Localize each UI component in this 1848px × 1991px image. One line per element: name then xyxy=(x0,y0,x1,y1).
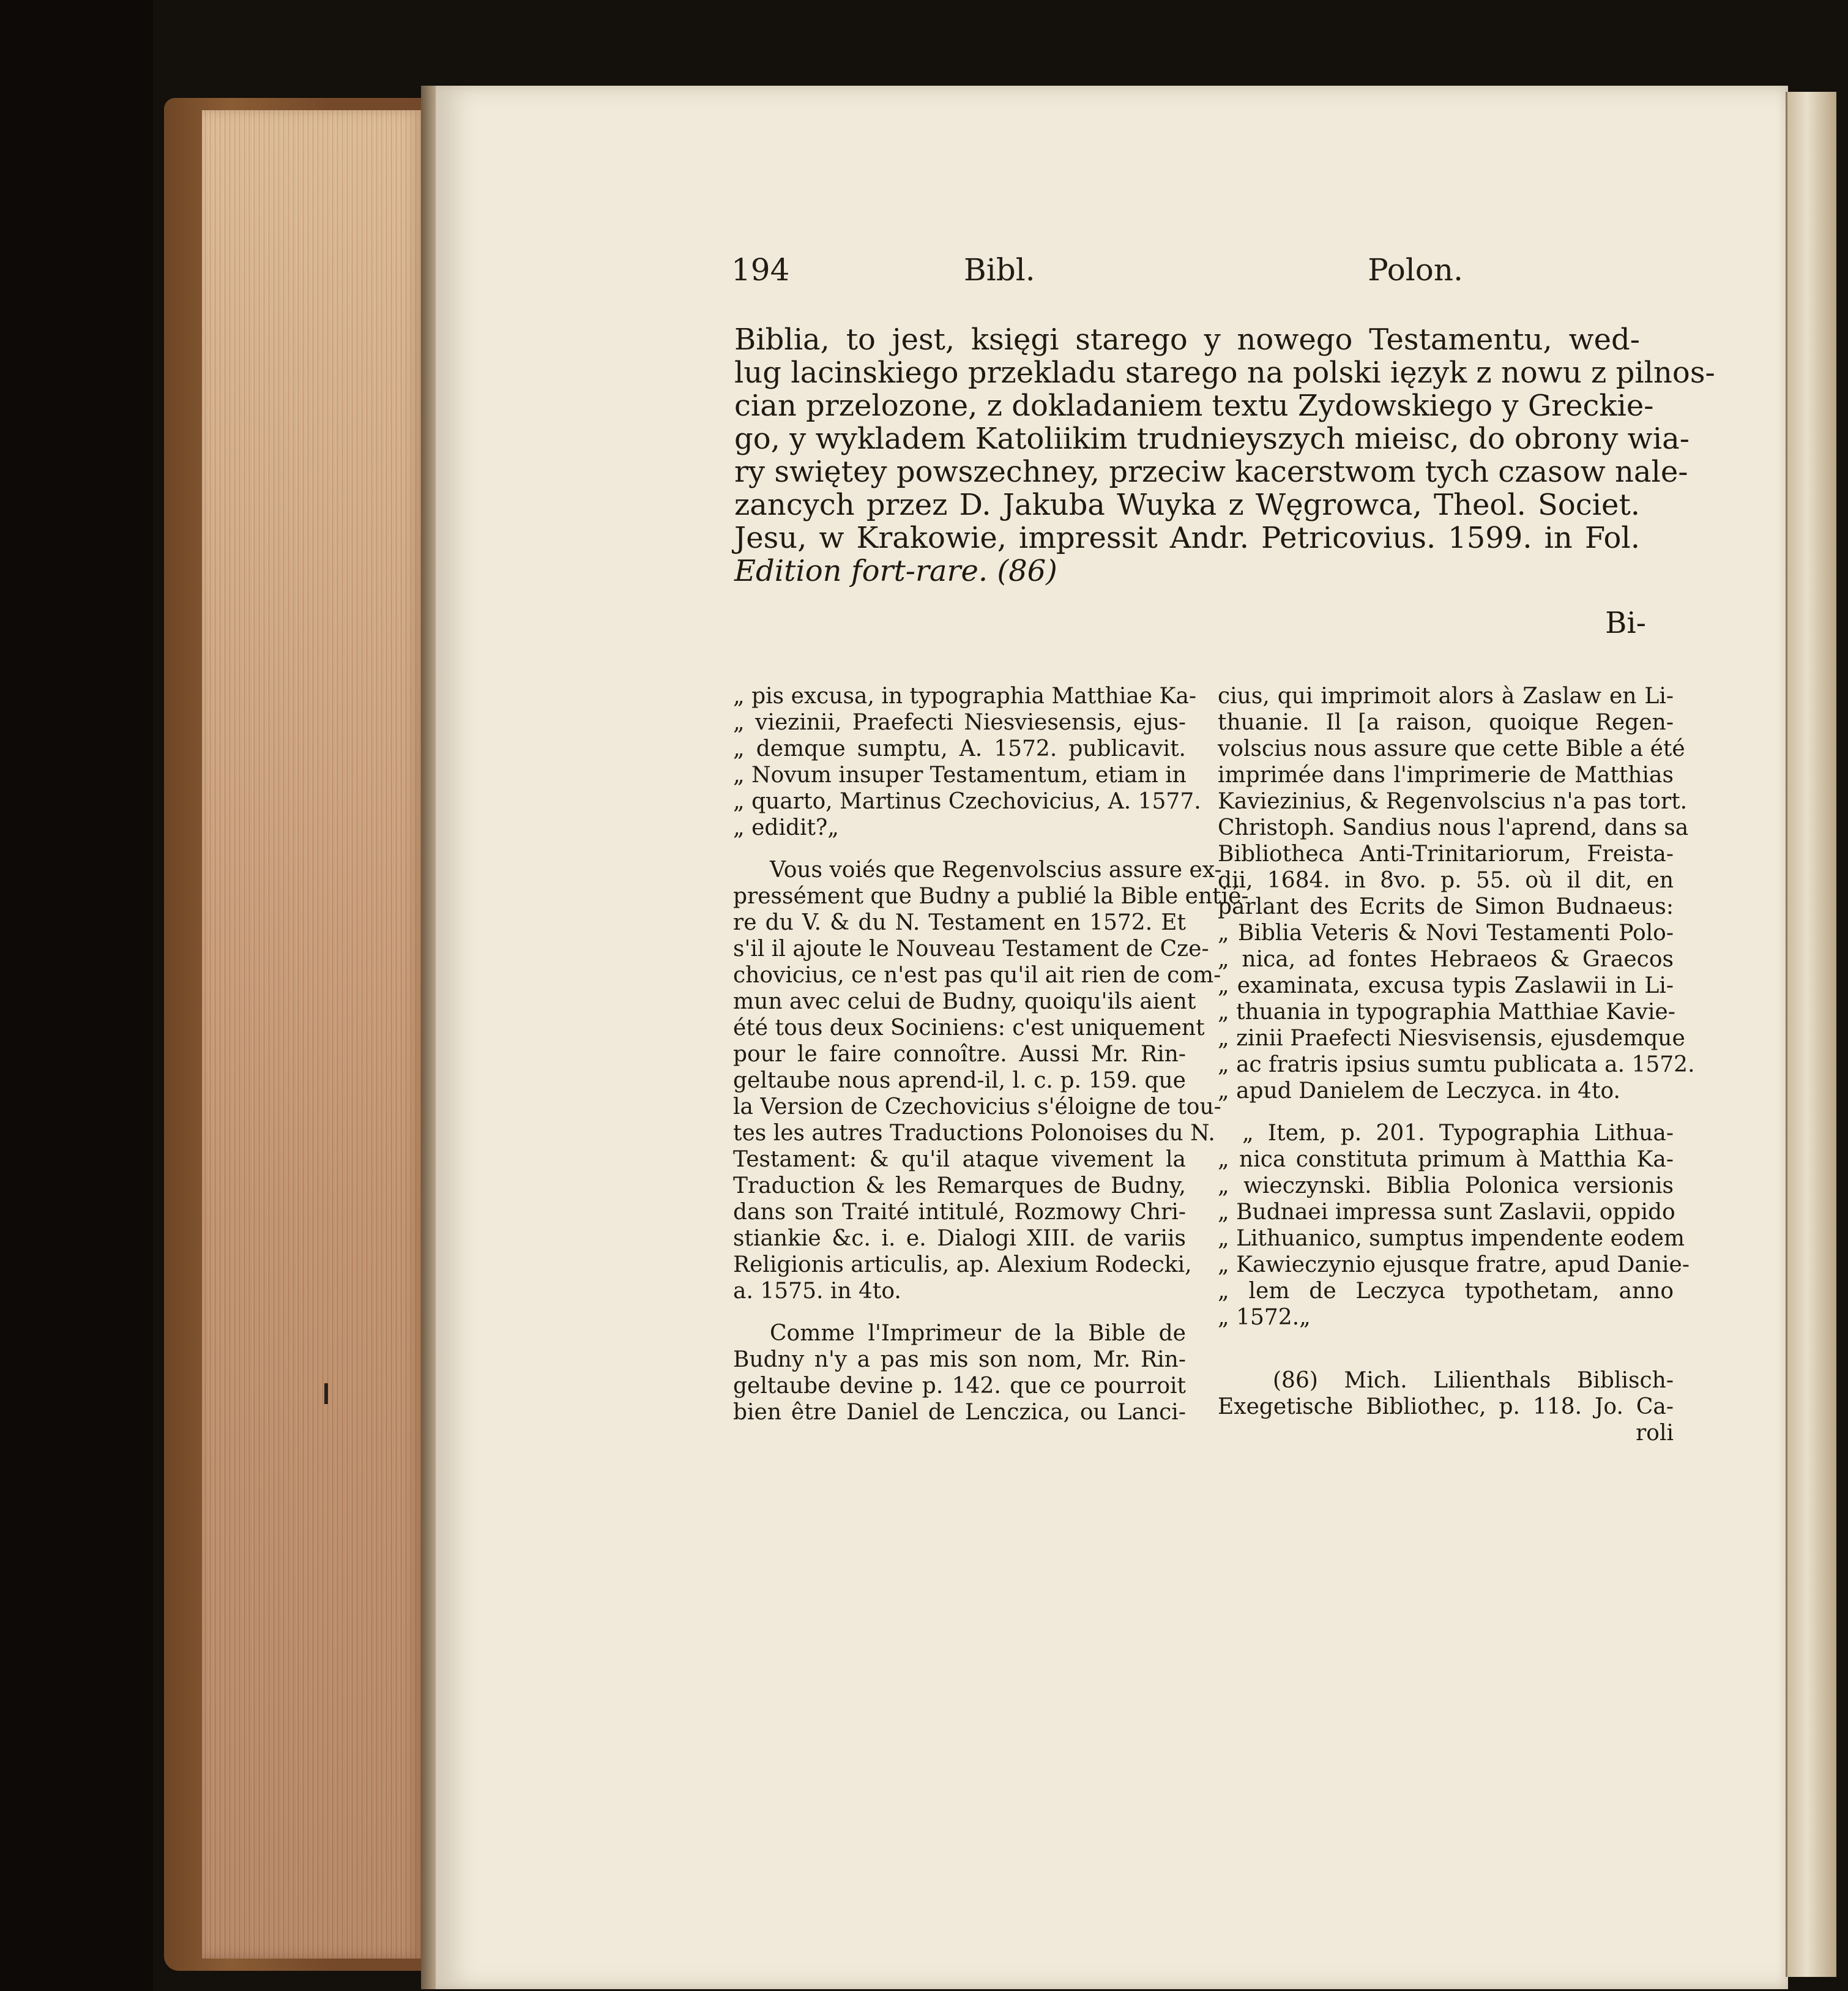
background-left xyxy=(0,0,153,1991)
text-line: thuanie. Il [a raison, quoique Regen- xyxy=(1218,710,1674,735)
text-line: Budny n'y a pas mis son nom, Mr. Rin- xyxy=(733,1347,1186,1372)
text-line: imprimée dans l'imprimerie de Matthias xyxy=(1218,763,1674,788)
text-line: geltaube devine p. 142. que ce pourroit xyxy=(733,1373,1186,1399)
text-line: „ Kawieczynio ejusque fratre, apud Danie- xyxy=(1218,1252,1690,1277)
footnote-line: Exegetische Bibliothec, p. 118. Jo. Ca- xyxy=(1218,1394,1674,1419)
text-line: „ thuania in typographia Matthiae Kavie- xyxy=(1218,999,1675,1025)
running-head xyxy=(731,252,1463,301)
text-line: bien être Daniel de Lenczica, ou Lanci- xyxy=(733,1400,1186,1425)
entry-line: Jesu, w Krakowie, impressit Andr. Petricovius. 1599. in Fol. xyxy=(734,521,1640,555)
text-line: pressément que Budny a publié la Bible entié- xyxy=(733,884,1249,909)
text-line: „ quarto, Martinus Czechovicius, A. 1577. xyxy=(733,789,1201,814)
text-line: cius, qui imprimoit alors à Zaslaw en Li- xyxy=(1218,684,1674,709)
right-column xyxy=(1218,683,1695,1446)
running-head-left: Bibl. xyxy=(964,252,1035,288)
text-line: Testament: & qu'il ataque vivement la xyxy=(733,1147,1186,1172)
ink-mark xyxy=(324,1383,328,1404)
text-line: „ nica, ad fontes Hebraeos & Graecos xyxy=(1218,947,1674,972)
entry-line: lug lacinskiego przekladu starego na polski ięzyk z nowu z pilnos- xyxy=(734,356,1715,390)
text-line: été tous deux Sociniens: c'est uniquement xyxy=(733,1015,1205,1040)
page-number: 194 xyxy=(731,252,790,288)
text-line: la Version de Czechovicius s'éloigne de tou- xyxy=(733,1094,1221,1119)
catchword: Bi- xyxy=(1605,606,1646,640)
entry-line: cian przelozone, z dokladaniem textu Zydowskiego y Greckie- xyxy=(734,389,1654,423)
page-edges xyxy=(202,110,422,1959)
text-line: „ wieczynski. Biblia Polonica versionis xyxy=(1218,1173,1674,1198)
text-line: mun avec celui de Budny, quoiqu'ils aient xyxy=(733,989,1196,1014)
entry-line: Biblia, to jest, księgi starego y nowego Testamentu, wed- xyxy=(734,323,1640,357)
text-line: „ ac fratris ipsius sumtu publicata a. 1572. xyxy=(1218,1052,1695,1077)
text-line: „ Item, p. 201. Typographia Lithua- xyxy=(1242,1121,1674,1146)
text-line: „ lem de Leczyca typothetam, anno xyxy=(1218,1279,1674,1304)
facing-page-edge xyxy=(1786,92,1836,1977)
text-line: parlant des Ecrits de Simon Budnaeus: xyxy=(1218,894,1674,919)
text-line: Vous voiés que Regenvolscius assure ex- xyxy=(770,857,1222,883)
text-line: pour le faire connoître. Aussi Mr. Rin- xyxy=(733,1042,1186,1067)
text-line: „ Biblia Veteris & Novi Testamenti Polo- xyxy=(1218,921,1674,946)
text-line: re du V. & du N. Testament en 1572. Et xyxy=(733,910,1186,935)
text-line: „ Novum insuper Testamentum, etiam in xyxy=(733,763,1187,788)
entry-line: Edition fort-rare. (86) xyxy=(734,554,1057,588)
text-line: stiankie &c. i. e. Dialogi XIII. de variis xyxy=(733,1226,1186,1251)
text-line: „ zinii Praefecti Niesvisensis, ejusdemque xyxy=(1218,1026,1685,1051)
text-line: „ pis excusa, in typographia Matthiae Ka- xyxy=(733,684,1197,709)
text-line: volscius nous assure que cette Bible a été xyxy=(1218,736,1685,761)
text-line: tes les autres Traductions Polonoises du N. xyxy=(733,1121,1215,1146)
text-line: Christoph. Sandius nous l'aprend, dans sa xyxy=(1218,815,1689,840)
text-line: Comme l'Imprimeur de la Bible de xyxy=(770,1321,1186,1346)
text-line: „ viezinii, Praefecti Niesviesensis, ejus- xyxy=(733,710,1186,735)
text-line: geltaube nous aprend-il, l. c. p. 159. que xyxy=(733,1068,1186,1093)
text-line: chovicius, ce n'est pas qu'il ait rien de com- xyxy=(733,963,1221,988)
entry-line: ry swiętey powszechney, przeciw kacerstwom tych czasow nale- xyxy=(734,455,1688,489)
entry-line: go, y wykladem Katoliikim trudnieyszych mieisc, do obrony wia- xyxy=(734,422,1690,456)
text-line: dans son Traité intitulé, Rozmowy Chri- xyxy=(733,1200,1186,1225)
footnote-line: (86) Mich. Lilienthals Biblisch- xyxy=(1273,1368,1674,1393)
text-line: „ apud Danielem de Leczyca. in 4to. xyxy=(1218,1078,1620,1104)
text-line: „ demque sumptu, A. 1572. publicavit. xyxy=(733,736,1186,761)
footnote-line: roli xyxy=(1636,1421,1674,1446)
text-line: Kaviezinius, & Regenvolscius n'a pas tort. xyxy=(1218,789,1688,814)
text-line: „ 1572.„ xyxy=(1218,1305,1311,1330)
text-line: Bibliotheca Anti-Trinitariorum, Freista- xyxy=(1218,842,1674,867)
entry-line: zancych przez D. Jakuba Wuyka z Węgrowca, Theol. Societ. xyxy=(734,488,1640,522)
left-column xyxy=(733,683,1249,1425)
text-line: „ Budnaei impressa sunt Zaslavii, oppido xyxy=(1218,1200,1675,1225)
text-line: Traduction & les Remarques de Budny, xyxy=(733,1173,1186,1198)
text-line: „ edidit?„ xyxy=(733,815,839,840)
text-line: „ nica constituta primum à Matthia Ka- xyxy=(1218,1147,1674,1172)
text-line: a. 1575. in 4to. xyxy=(733,1279,901,1304)
text-line: dii, 1684. in 8vo. p. 55. où il dit, en xyxy=(1218,868,1674,893)
running-head-right: Polon. xyxy=(1368,252,1463,288)
text-line: „ examinata, excusa typis Zaslawii in Li- xyxy=(1218,973,1674,998)
text-line: „ Lithuanico, sumptus impendente eodem xyxy=(1218,1226,1685,1251)
text-line: Religionis articulis, ap. Alexium Rodecki, xyxy=(733,1252,1192,1277)
text-line: s'il il ajoute le Nouveau Testament de Cze- xyxy=(733,936,1209,962)
